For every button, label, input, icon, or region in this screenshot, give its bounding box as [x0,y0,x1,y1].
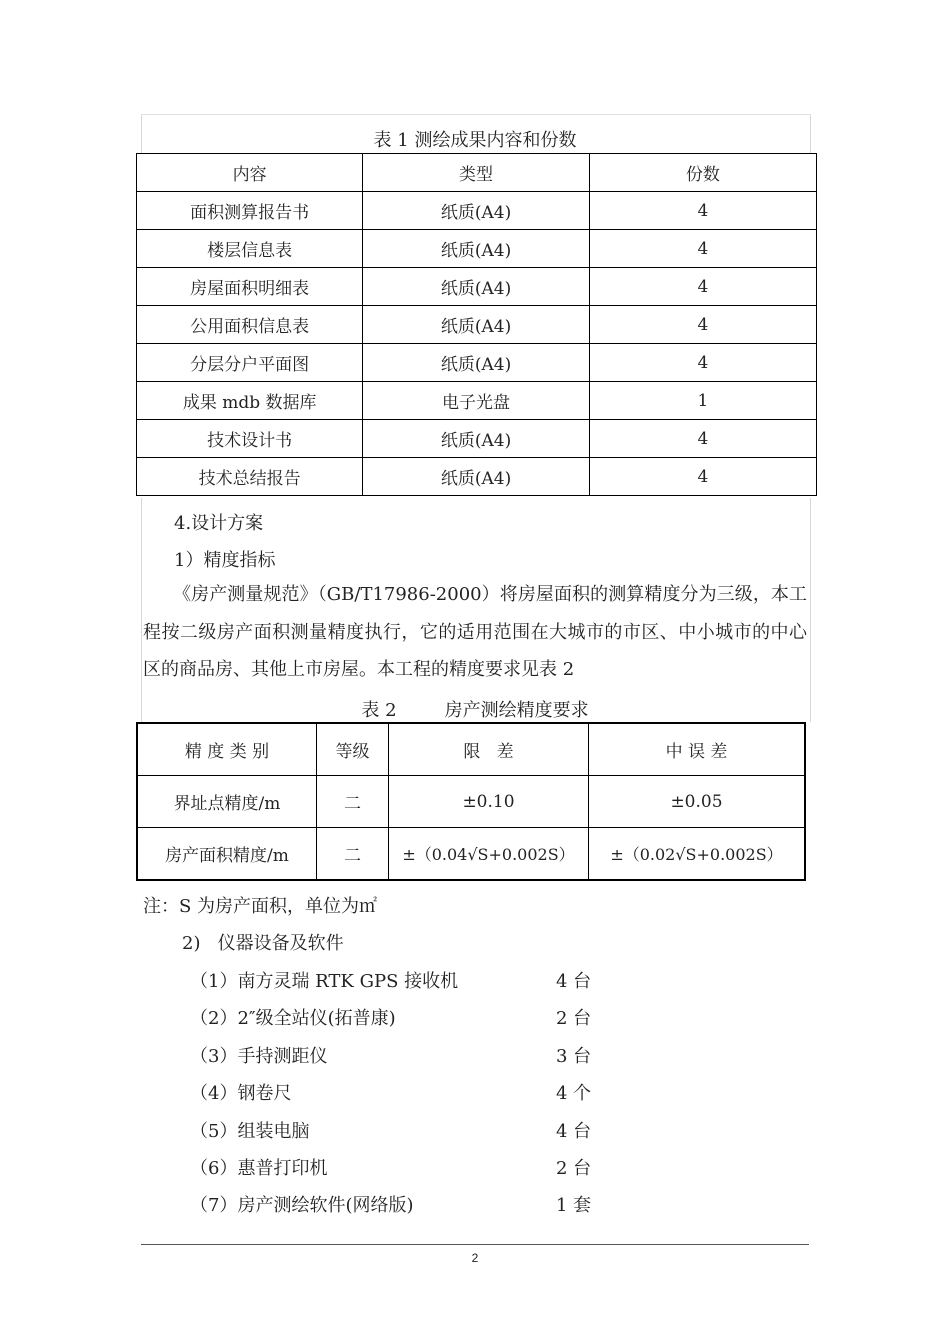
equipment-qty: 1 套 [556,1195,592,1216]
equipment-qty: 3 台 [556,1046,592,1067]
table-header-cell: 限 差 [389,723,589,776]
table-row [137,306,817,344]
table-row [137,776,805,828]
table-row [137,420,817,458]
equipment-name: （4）钢卷尺 [190,1083,292,1104]
table-cell: 4 [589,420,816,458]
unit-note: 注：S 为房产面积，单位为㎡ [143,896,378,917]
table-header-row [137,723,805,776]
subsection-heading: 1）精度指标 [174,550,276,571]
table1-caption: 表 1 测绘成果内容和份数 [373,130,577,151]
table-cell: 1 [589,382,816,420]
equipment-name: （7）房产测绘软件(网络版) [190,1195,414,1216]
table-cell: 公用面积信息表 [137,306,363,344]
table-cell: 纸质(A4) [363,306,589,344]
table-cell: ±0.10 [389,776,589,828]
table-cell: 技术总结报告 [137,458,363,496]
table2-caption-label: 表 2 [361,700,397,721]
table2-caption [0,696,950,722]
table-cell: 技术设计书 [137,420,363,458]
table-cell: ±0.05 [589,776,806,828]
table-cell: 纸质(A4) [363,268,589,306]
table-cell: 界址点精度/m [137,776,317,828]
table-cell: 分层分户平面图 [137,344,363,382]
table-header-cell: 中 误 差 [589,723,806,776]
equipment-qty: 4 台 [556,971,592,992]
table-cell: 纸质(A4) [363,344,589,382]
equipment-name: （6）惠普打印机 [190,1158,328,1179]
body-paragraph [143,576,807,689]
subsection-heading: 2) 仪器设备及软件 [182,933,344,954]
table-row [137,828,805,881]
table-cell: 纸质(A4) [363,230,589,268]
table-row [137,382,817,420]
equipment-name: （1）南方灵瑞 RTK GPS 接收机 [190,971,459,992]
footer-divider [141,1244,809,1245]
table-header-cell: 精 度 类 别 [137,723,317,776]
table-cell: ±（0.02√S+0.002S） [589,828,806,881]
table-cell: 4 [589,306,816,344]
table-cell: 4 [589,458,816,496]
table-cell: 纸质(A4) [363,458,589,496]
table-row [137,458,817,496]
paragraph-text: 《房产测量规范》（GB/T17986-2000）将房屋面积的测算精度分为三级，本工程按二级房产面积测量精度执行，它的适用范围在大城市的市区、中小城市的中心区的商品房、其他上市房屋。本工程的精度要求见表 2 [143,584,807,680]
table-header-cell: 等级 [317,723,389,776]
equipment-name: （3）手持测距仪 [190,1046,328,1067]
table-cell: 纸质(A4) [363,192,589,230]
table-row [137,344,817,382]
table-cell: 二 [317,776,389,828]
equipment-qty: 4 台 [556,1121,592,1142]
table-cell: ±（0.04√S+0.002S） [389,828,589,881]
section-heading: 4.设计方案 [174,513,264,534]
table-cell: 成果 mdb 数据库 [137,382,363,420]
table-header-row [137,154,817,192]
table-header-cell: 份数 [589,154,816,192]
equipment-name: （2）2″级全站仪(拓普康) [190,1008,396,1029]
equipment-qty: 2 台 [556,1158,592,1179]
equipment-qty: 4 个 [556,1083,592,1104]
table-cell: 4 [589,192,816,230]
equipment-name: （5）组装电脑 [190,1121,310,1142]
page-number: 2 [471,1251,479,1265]
deliverables-table [136,153,817,496]
table-header-cell: 内容 [137,154,363,192]
table-cell: 4 [589,344,816,382]
table-row [137,268,817,306]
table-cell: 二 [317,828,389,881]
table2-caption-title: 房产测绘精度要求 [444,700,589,721]
table-cell: 4 [589,268,816,306]
precision-table [136,722,806,881]
table-cell: 面积测算报告书 [137,192,363,230]
table-cell: 房屋面积明细表 [137,268,363,306]
table-row [137,192,817,230]
table-cell: 4 [589,230,816,268]
table-cell: 电子光盘 [363,382,589,420]
table-row [137,230,817,268]
table-header-cell: 类型 [363,154,589,192]
equipment-qty: 2 台 [556,1008,592,1029]
table-cell: 房产面积精度/m [137,828,317,881]
table-cell: 纸质(A4) [363,420,589,458]
table-cell: 楼层信息表 [137,230,363,268]
